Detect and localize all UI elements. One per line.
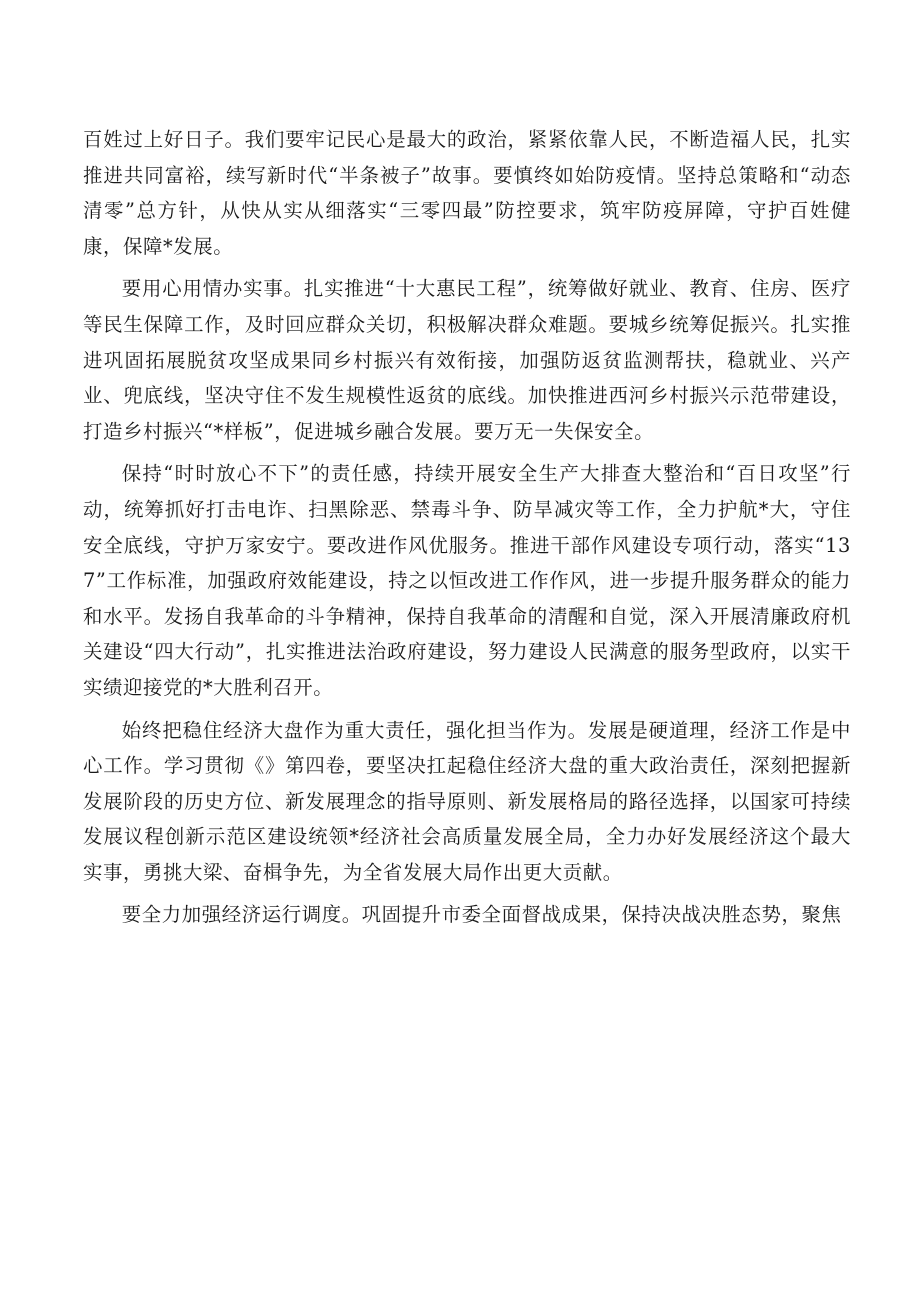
paragraph-4: 始终把稳住经济大盘作为重大责任，强化担当作为。发展是硬道理，经济工作是中心工作。学习贯彻《》第四卷，要坚决扛起稳住经济大盘的重大政治责任，深刻把握新发展阶段的历史方位、新发展理念的指导原则、新发展格局的路径选择，以国家可持续发展议程创新示范区建设统领*经济社会高质量发展全局，全力办好发展经济这个最大实事，勇挑大梁、奋楫争先，为全省发展大局作出更大贡献。 [83,718,851,884]
paragraph-2: 要用心用情办实事。扎实推进“十大惠民工程”，统筹做好就业、教育、住房、医疗等民生保障工作，及时回应群众关切，积极解决群众难题。要城乡统筹促振兴。扎实推进巩固拓展脱贫攻坚成果同乡村振兴有效衔接，加强防返贫监测帮扶，稳就业、兴产业、兜底线，坚决守住不发生规模性返贫的底线。加快推进西河乡村振兴示范带建设，打造乡村振兴“*样板”，促进城乡融合发展。要万无一失保安全。 [83,277,851,443]
document-body [83,122,851,940]
paragraph-5: 要全力加强经济运行调度。巩固提升市委全面督战成果，保持决战决胜态势，聚焦 [121,903,842,927]
paragraph-1: 百姓过上好日子。我们要牢记民心是最大的政治，紧紧依靠人民，不断造福人民，扎实推进共同富裕，续写新时代“半条被子”故事。要慎终如始防疫情。坚持总策略和“动态清零”总方针，从快从实从细落实“三零四最”防控要求，筑牢防疫屏障，守护百姓健康，保障*发展。 [83,128,851,258]
paragraph-3: 保持“时时放心不下”的责任感，持续开展安全生产大排查大整治和“百日攻坚”行动，统筹抓好打击电诈、扫黑除恶、禁毒斗争、防旱减灾等工作，全力护航*大，守住安全底线，守护万家安宁。要改进作风优服务。推进干部作风建设专项行动，落实“137”工作标准，加强政府效能建设，持之以恒改进工作作风，进一步提升服务群众的能力和水平。发扬自我革命的斗争精神，保持自我革命的清醒和自觉，深入开展清廉政府机关建设“四大行动”，扎实推进法治政府建设，努力建设人民满意的服务型政府，以实干实绩迎接党的*大胜利召开。 [83,462,851,699]
